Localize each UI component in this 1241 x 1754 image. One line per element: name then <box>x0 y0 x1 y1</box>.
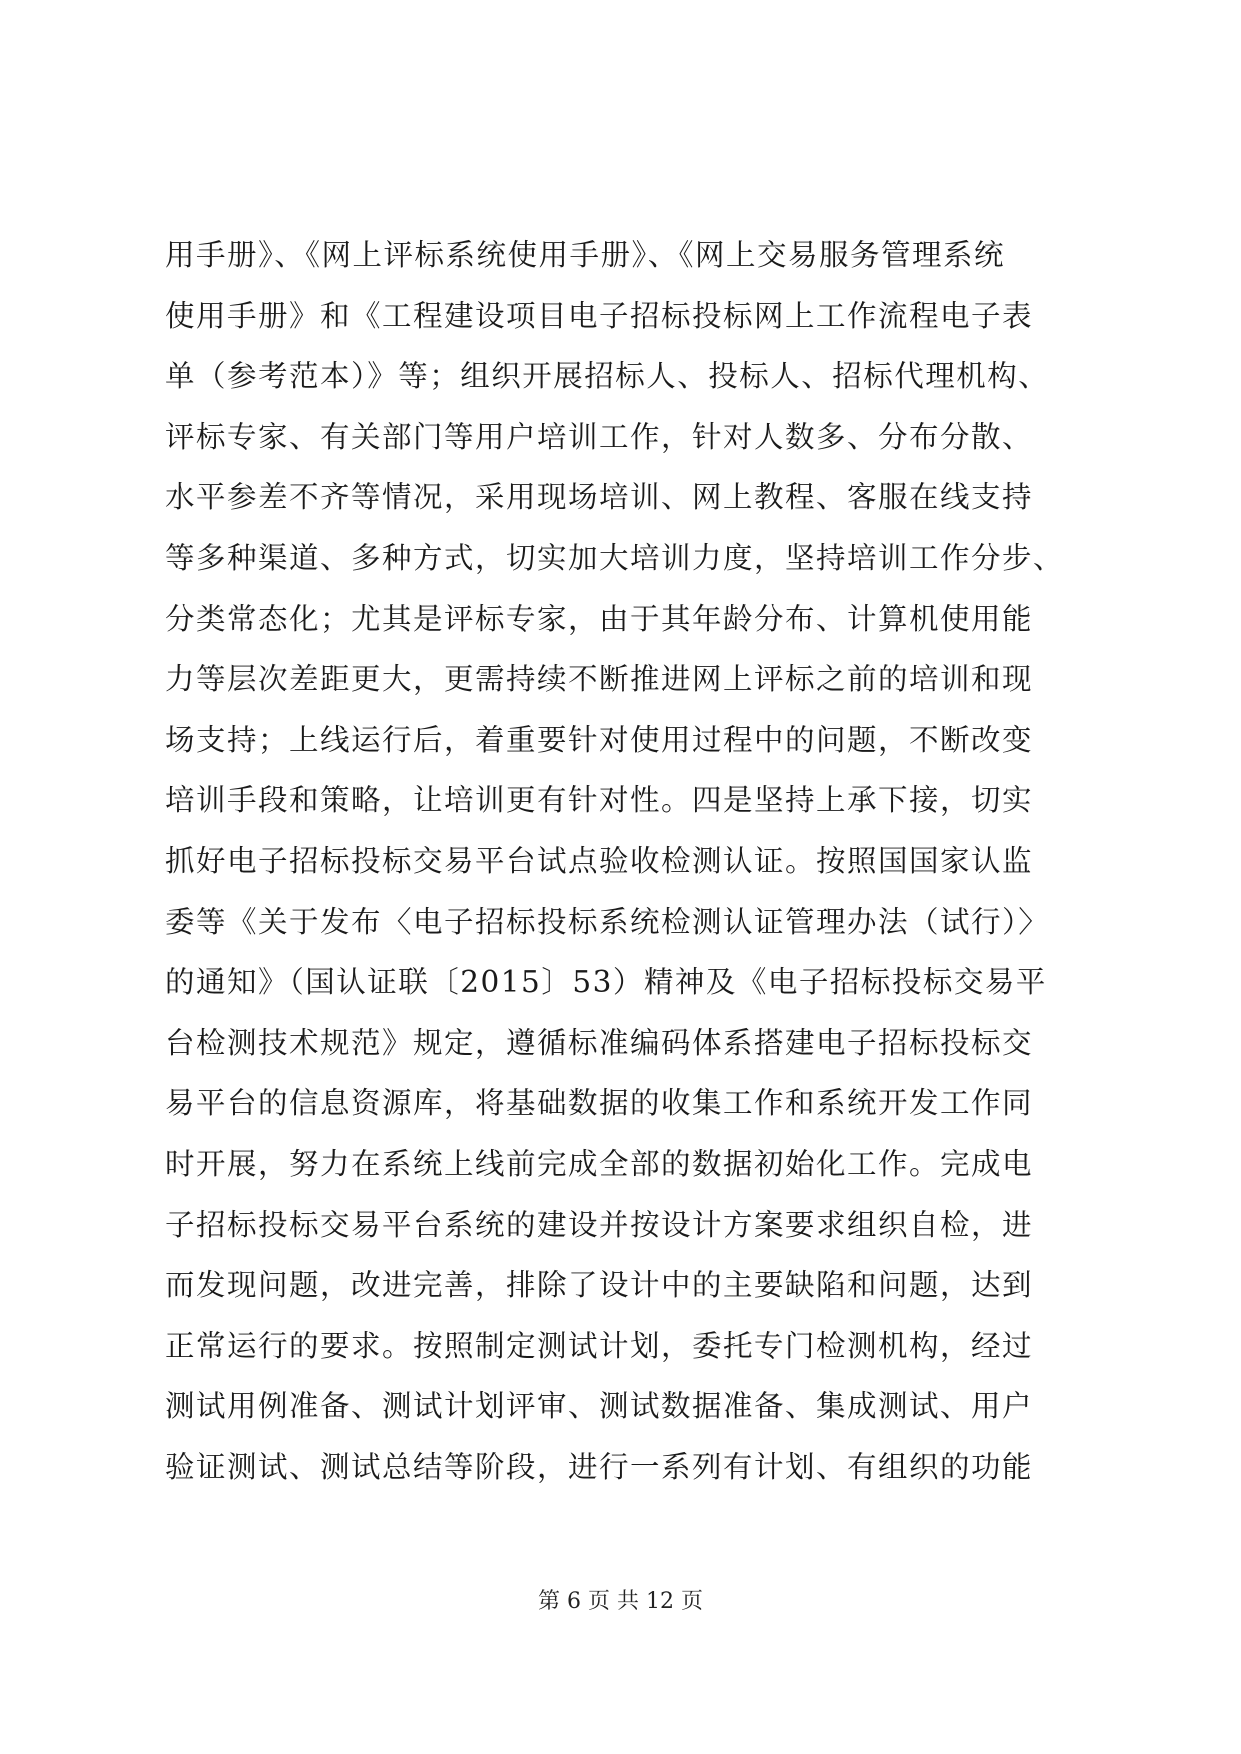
text-line: 单（参考范本）》等；组织开展招标人、投标人、招标代理机构、 <box>165 359 1050 394</box>
text-line: 培训手段和策略，让培训更有针对性。四是坚持上承下接，切实 <box>165 783 1034 818</box>
text-line: 抓好电子招标投标交易平台试点验收检测认证。按照国国家认监 <box>165 843 1034 878</box>
text-line: 台检测技术规范》规定，遵循标准编码体系搭建电子招标投标交 <box>165 1025 1034 1060</box>
text-line: 水平参差不齐等情况，采用现场培训、网上教程、客服在线支持 <box>165 480 1034 515</box>
text-line: 时开展，努力在系统上线前完成全部的数据初始化工作。完成电 <box>165 1146 1034 1181</box>
body-text <box>165 225 1085 1497</box>
text-line: 评标专家、有关部门等用户培训工作，针对人数多、分布分散、 <box>165 419 1034 454</box>
text-line: 验证测试、测试总结等阶段，进行一系列有计划、有组织的功能 <box>165 1449 1034 1484</box>
text-line: 场支持；上线运行后，着重要针对使用过程中的问题，不断改变 <box>165 722 1034 757</box>
text-line: 子招标投标交易平台系统的建设并按设计方案要求组织自检，进 <box>165 1207 1034 1242</box>
text-line: 测试用例准备、测试计划评审、测试数据准备、集成测试、用户 <box>165 1389 1034 1424</box>
text-line: 使用手册》和《工程建设项目电子招标投标网上工作流程电子表 <box>165 298 1034 333</box>
text-line: 正常运行的要求。按照制定测试计划，委托专门检测机构，经过 <box>165 1328 1034 1363</box>
text-line: 分类常态化；尤其是评标专家，由于其年龄分布、计算机使用能 <box>165 601 1034 636</box>
text-line: 等多种渠道、多种方式，切实加大培训力度，坚持培训工作分步、 <box>165 540 1065 575</box>
text-line: 委等《关于发布〈电子招标投标系统检测认证管理办法（试行）〉 <box>165 904 1050 939</box>
text-line: 力等层次差距更大，更需持续不断推进网上评标之前的培训和现 <box>165 662 1034 697</box>
text-line: 用手册》、《网上评标系统使用手册》、《网上交易服务管理系统 <box>165 238 1006 272</box>
text-line: 易平台的信息资源库，将基础数据的收集工作和系统开发工作同 <box>165 1086 1034 1121</box>
page-footer: 第 6 页 共 12 页 <box>538 1589 703 1614</box>
text-line: 而发现问题，改进完善，排除了设计中的主要缺陷和问题，达到 <box>165 1268 1034 1303</box>
text-line: 的通知》（国认证联〔2015〕53）精神及《电子招标投标交易平 <box>165 965 1047 1000</box>
